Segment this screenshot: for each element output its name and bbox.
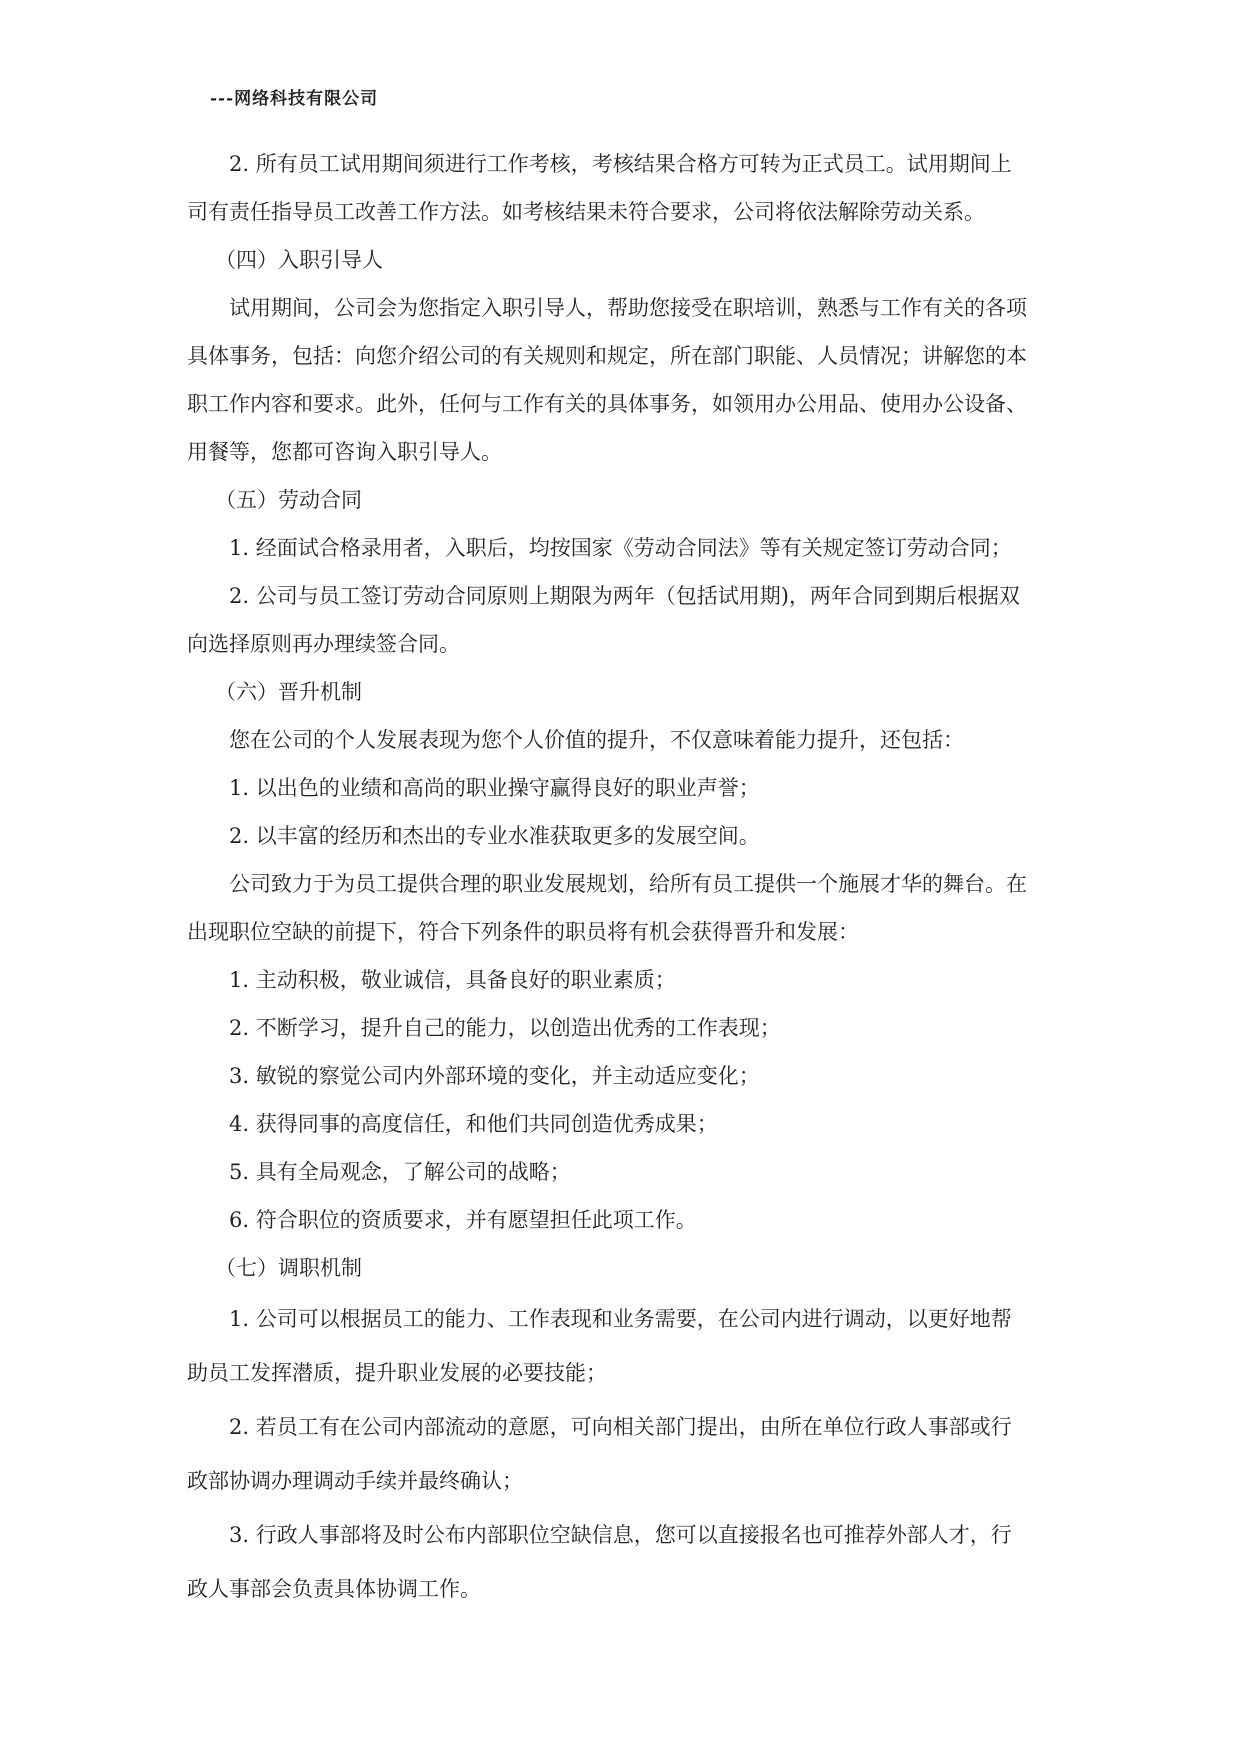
section-heading: （七）调职机制 <box>215 1256 362 1280</box>
list-item: 2. 以丰富的经历和杰出的专业水准获取更多的发展空间。 <box>229 824 760 848</box>
paragraph-line: 向选择原则再办理续签合同。 <box>187 632 460 656</box>
list-item: 2. 公司与员工签订劳动合同原则上期限为两年（包括试用期)，两年合同到期后根据双 <box>229 584 1020 608</box>
paragraph-line: 用餐等，您都可咨询入职引导人。 <box>187 440 502 464</box>
list-item: 1. 以出色的业绩和高尚的职业操守赢得良好的职业声誉； <box>229 776 760 800</box>
section-heading: （四）入职引导人 <box>215 248 383 272</box>
paragraph-line: 公司致力于为员工提供合理的职业发展规划，给所有员工提供一个施展才华的舞台。在 <box>229 872 1027 896</box>
section-heading: （五）劳动合同 <box>215 488 362 512</box>
paragraph-line: 试用期间，公司会为您指定入职引导人，帮助您接受在职培训，熟悉与工作有关的各项 <box>229 296 1027 320</box>
paragraph-line: 政部协调办理调动手续并最终确认； <box>187 1469 523 1493</box>
paragraph-line: 出现职位空缺的前提下，符合下列条件的职员将有机会获得晋升和发展： <box>187 920 859 944</box>
list-item: 1. 公司可以根据员工的能力、工作表现和业务需要，在公司内进行调动，以更好地帮 <box>229 1307 1012 1331</box>
list-item: 3. 敏锐的察觉公司内外部环境的变化，并主动适应变化； <box>229 1064 760 1088</box>
paragraph-line: 您在公司的个人发展表现为您个人价值的提升，不仅意味着能力提升，还包括： <box>229 728 964 752</box>
paragraph-line: 司有责任指导员工改善工作方法。如考核结果未符合要求，公司将依法解除劳动关系。 <box>187 200 985 224</box>
list-item: 3. 行政人事部将及时公布内部职位空缺信息，您可以直接报名也可推荐外部人才，行 <box>229 1523 1012 1547</box>
paragraph-line: 2. 所有员工试用期间须进行工作考核，考核结果合格方可转为正式员工。试用期间上 <box>229 152 1012 176</box>
list-item: 2. 若员工有在公司内部流动的意愿，可向相关部门提出，由所在单位行政人事部或行 <box>229 1415 1012 1439</box>
list-item: 1. 经面试合格录用者，入职后，均按国家《劳动合同法》等有关规定签订劳动合同； <box>229 536 1012 560</box>
list-item: 2. 不断学习，提升自己的能力，以创造出优秀的工作表现； <box>229 1016 781 1040</box>
paragraph-line: 助员工发挥潜质，提升职业发展的必要技能； <box>187 1361 607 1385</box>
section-heading: （六）晋升机制 <box>215 680 362 704</box>
document-body <box>187 140 1056 1616</box>
page-header: ---网络科技有限公司 <box>210 89 379 109</box>
list-item: 1. 主动积极，敬业诚信，具备良好的职业素质； <box>229 968 676 992</box>
paragraph-line: 职工作内容和要求。此外，任何与工作有关的具体事务，如领用办公用品、使用办公设备、 <box>187 392 1027 416</box>
list-item: 5. 具有全局观念，了解公司的战略； <box>229 1160 571 1184</box>
list-item: 6. 符合职位的资质要求，并有愿望担任此项工作。 <box>229 1208 697 1232</box>
paragraph-line: 具体事务，包括：向您介绍公司的有关规则和规定，所在部门职能、人员情况；讲解您的本 <box>187 344 1027 368</box>
paragraph-line: 政人事部会负责具体协调工作。 <box>187 1577 481 1601</box>
list-item: 4. 获得同事的高度信任，和他们共同创造优秀成果； <box>229 1112 718 1136</box>
